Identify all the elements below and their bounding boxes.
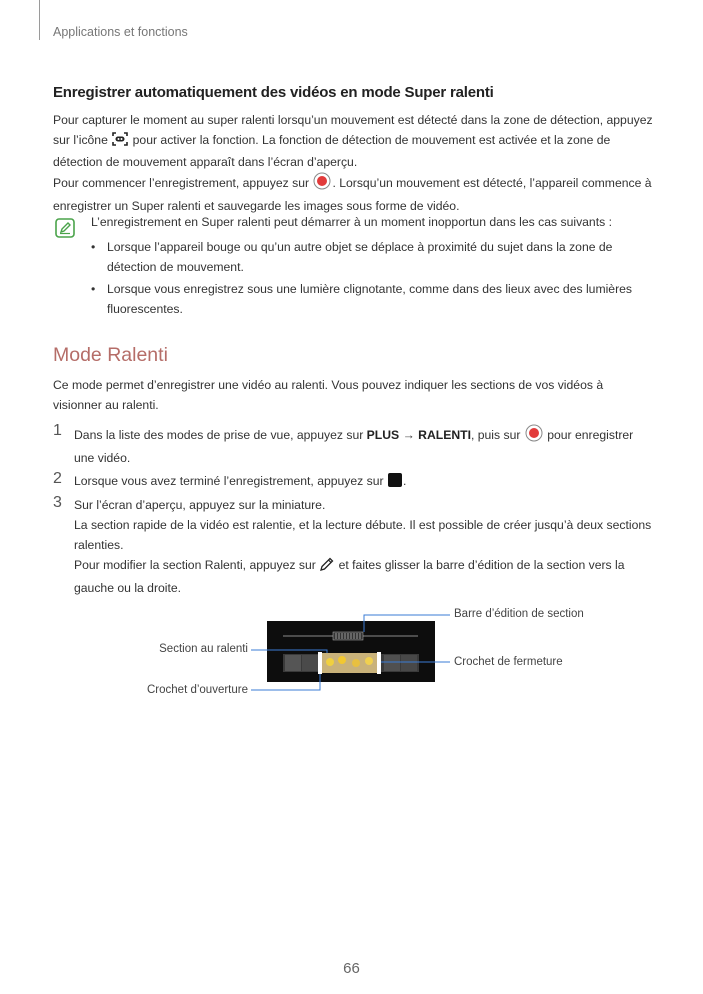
record-button-icon bbox=[524, 424, 544, 449]
mode-ralenti-intro: Ce mode permet d’enregistrer une vidéo au ralenti. Vous pouvez indiquer les sections de vos vidéos à visionner au ralenti. bbox=[53, 378, 604, 412]
slow-section-editor-figure bbox=[0, 600, 703, 710]
step-1: 1 Dans la liste des modes de prise de vue, appuyez sur PLUS → RALENTI, puis sur pour enregistrer une vidéo. bbox=[53, 422, 634, 465]
opening-bracket-label: Crochet d’ouverture bbox=[147, 684, 248, 696]
step-3-paragraph-1: La section rapide de la vidéo est ralentie, et la lecture débute. Il est possible de créer jusqu’à deux sections ralenties. bbox=[74, 518, 652, 552]
section-header: Applications et fonctions bbox=[53, 25, 188, 39]
auto-record-paragraph-2: Pour commencer l’enregistrement, appuyez sur . Lorsqu’un mouvement est détecté, l’appareil commence à enregistrer un Super ralenti et sauvegarde les images sous forme de vidéo. bbox=[53, 172, 653, 216]
slow-section-flower bbox=[365, 657, 373, 665]
timeline-frame bbox=[384, 655, 400, 671]
motion-detection-icon bbox=[111, 131, 129, 154]
closing-bracket bbox=[377, 652, 381, 674]
note-bullet: • Lorsque vous enregistrez sous une lumière clignotante, comme dans des lieux avec des lumières fluorescentes. bbox=[91, 282, 633, 316]
slow-section-flower bbox=[338, 656, 346, 664]
timeline-frame bbox=[302, 655, 318, 671]
slow-section-label: Section au ralenti bbox=[159, 643, 248, 655]
plus-menu-label: PLUS bbox=[366, 428, 400, 442]
note-icon bbox=[55, 218, 75, 238]
slow-section-flower bbox=[326, 658, 334, 666]
step-3-paragraph-2: Pour modifier la section Ralenti, appuyez sur et faites glisser la barre d’édition de la section vers la gauche ou la droite. bbox=[74, 558, 625, 595]
bullet-dot: • bbox=[91, 282, 96, 296]
auto-record-paragraph-1: Pour capturer le moment au super ralenti lorsqu’un mouvement est détecté dans la zone de détection, appuyez sur l’icône pour activer la fonction. La fonction de détection de mouvement est activée et la zone de détection de mouvement apparaît dans l’écran d’aperçu. bbox=[53, 113, 653, 169]
opening-bracket bbox=[318, 652, 322, 674]
note-text: L’enregistrement en Super ralenti peut démarrer à un moment inopportun dans les cas suivants : bbox=[91, 215, 612, 229]
edit-bar-label: Barre d’édition de section bbox=[454, 608, 584, 620]
timeline-frame bbox=[285, 655, 301, 671]
edit-pencil-icon bbox=[319, 556, 335, 579]
header-divider bbox=[39, 0, 40, 40]
record-button-icon bbox=[312, 172, 332, 197]
bullet-dot: • bbox=[91, 240, 96, 254]
closing-bracket-label: Crochet de fermeture bbox=[454, 656, 563, 668]
mode-ralenti-heading: Mode Ralenti bbox=[53, 344, 168, 366]
stop-button-icon bbox=[387, 472, 403, 495]
ralenti-menu-label: RALENTI bbox=[418, 428, 471, 442]
page-number: 66 bbox=[343, 960, 360, 977]
step-2: 2 Lorsque vous avez terminé l’enregistrement, appuyez sur . bbox=[53, 472, 653, 495]
step-3: 3 Sur l’écran d’aperçu, appuyez sur la miniature. bbox=[53, 494, 326, 512]
slow-section-flower bbox=[352, 659, 360, 667]
note-bullet: • Lorsque l’appareil bouge ou qu’un autre objet se déplace à proximité du sujet dans la zone de détection de mouvement. bbox=[91, 240, 613, 274]
auto-record-heading: Enregistrer automatiquement des vidéos en mode Super ralenti bbox=[53, 84, 494, 101]
timeline-frame bbox=[401, 655, 417, 671]
